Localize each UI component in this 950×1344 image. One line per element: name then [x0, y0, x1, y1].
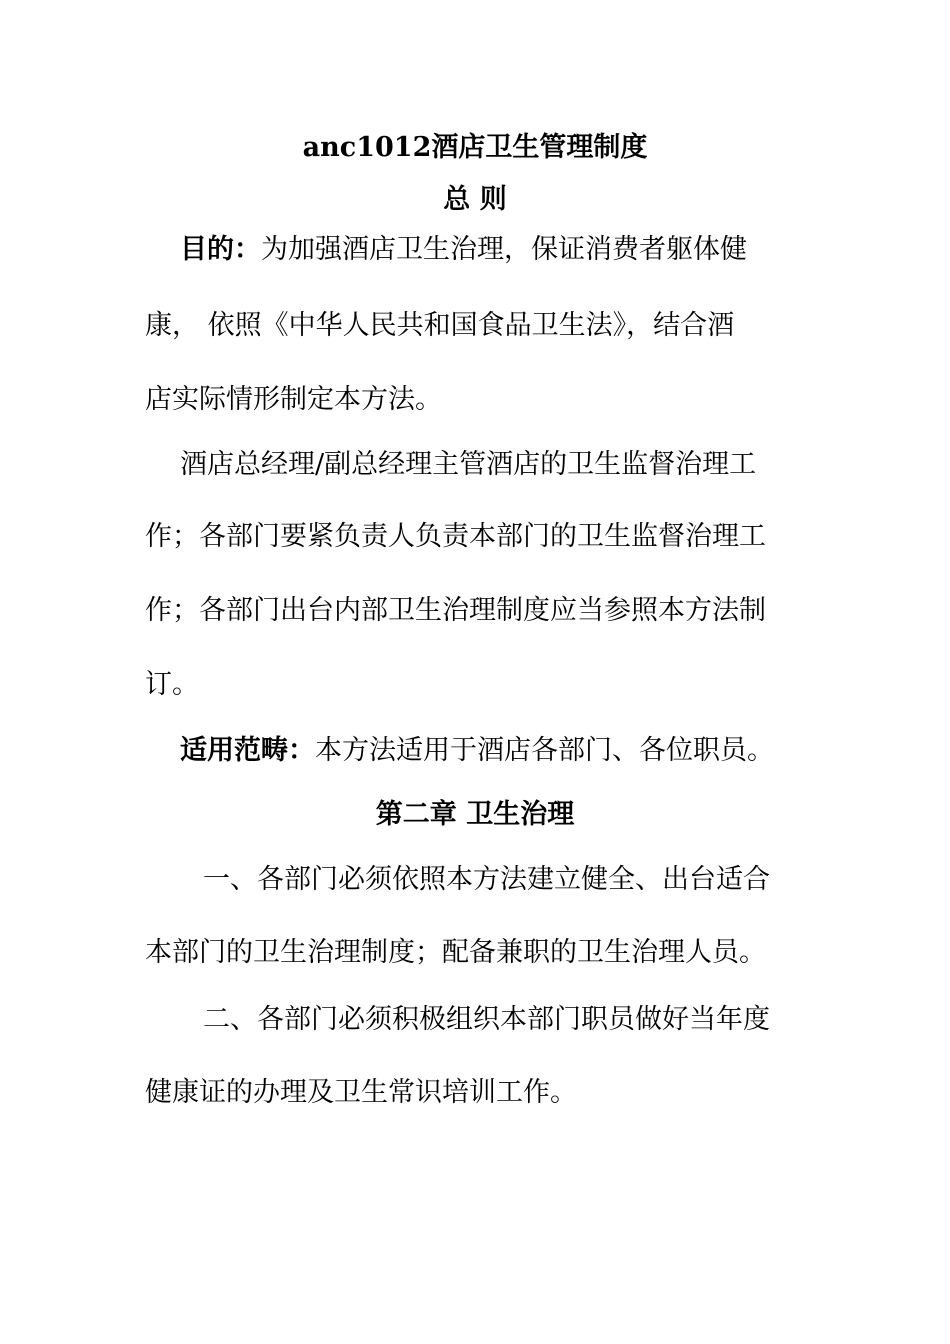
purpose-line-2: 康， 依照《中华人民共和国食品卫生法》，结合酒: [145, 310, 735, 341]
responsibility-line-2: 作；各部门要紧负责人负责本部门的卫生监督治理工: [145, 521, 766, 552]
item-2-line-1: 二、各部门必须积极组织本部门职员做好当年度: [203, 1004, 770, 1035]
document-title: anc1012酒店卫生管理制度: [302, 132, 648, 163]
purpose-line-1: [180, 232, 747, 268]
responsibility-line-3: 作；各部门出台内部卫生治理制度应当参照本方法制: [145, 595, 766, 626]
purpose-text-1: 为加强酒店卫生治理，保证消费者躯体健: [261, 234, 747, 265]
scope-line: [180, 733, 774, 769]
purpose-line-3: 店实际情形制定本方法。: [145, 384, 442, 415]
item-2-line-2: 健康证的办理及卫生常识培训工作。: [145, 1077, 577, 1108]
item-1-line-2: 本部门的卫生治理制度；配备兼职的卫生治理人员。: [145, 937, 766, 968]
scope-label: 适用范畴：: [180, 735, 315, 766]
chapter-2-heading: 第二章 卫生治理: [375, 799, 575, 830]
scope-text: 本方法适用于酒店各部门、各位职员。: [315, 735, 774, 766]
responsibility-line-1: 酒店总经理/副总经理主管酒店的卫生监督治理工: [180, 449, 757, 480]
responsibility-line-4: 订。: [145, 669, 199, 700]
purpose-label: 目的：: [180, 234, 261, 265]
section-heading-general: 总 则: [443, 184, 507, 215]
item-1-line-1: 一、各部门必须依照本方法建立健全、出台适合: [203, 864, 770, 895]
